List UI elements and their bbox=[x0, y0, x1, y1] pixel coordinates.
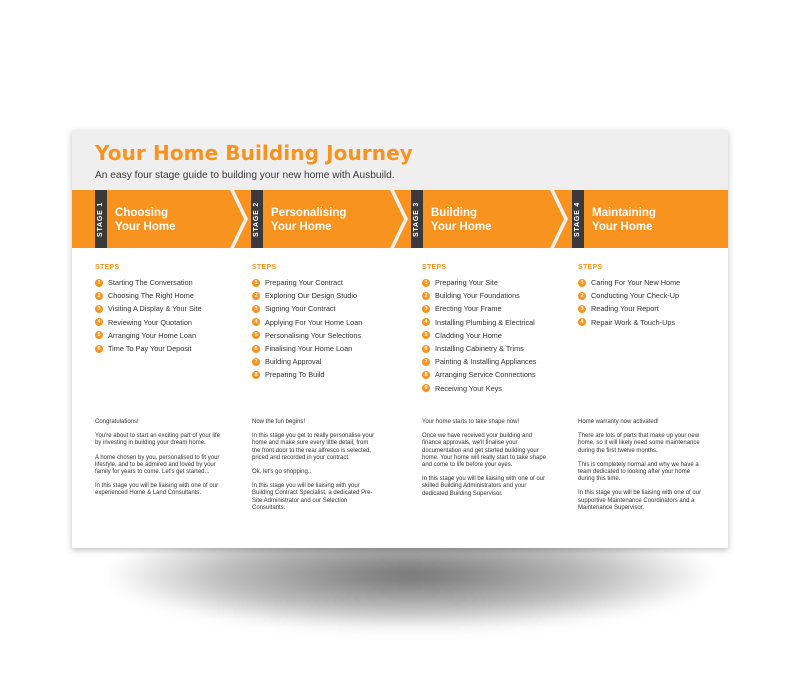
step-number: 5 bbox=[422, 331, 430, 339]
step-item: 2 Conducting Your Check-Up bbox=[578, 289, 728, 302]
step-item: 1 Starting The Conversation bbox=[95, 276, 245, 289]
step-number: 1 bbox=[578, 279, 586, 287]
steps-heading: STEPS bbox=[578, 264, 603, 271]
step-number: 6 bbox=[252, 345, 260, 353]
steps-heading: STEPS bbox=[252, 264, 277, 271]
step-number: 2 bbox=[578, 292, 586, 300]
stage-3-name: Building Your Home bbox=[431, 207, 492, 233]
stage-2-steps bbox=[252, 264, 402, 382]
step-item: 3 Visiting A Display & Your Site bbox=[95, 302, 245, 315]
step-item: 1 Preparing Your Contract bbox=[252, 276, 402, 289]
step-item: 1 Caring For Your New Home bbox=[578, 276, 728, 289]
step-item: 7 Painting & Installing Appliances bbox=[422, 355, 572, 368]
step-number: 4 bbox=[252, 318, 260, 326]
step-item: 4 Repair Work & Touch-Ups bbox=[578, 316, 728, 329]
step-number: 2 bbox=[95, 292, 103, 300]
step-item: 1 Preparing Your Site bbox=[422, 276, 572, 289]
step-item: 2 Exploring Our Design Studio bbox=[252, 289, 402, 302]
step-item: 4 Installing Plumbing & Electrical bbox=[422, 316, 572, 329]
step-number: 2 bbox=[252, 292, 260, 300]
step-item: 9 Receiving Your Keys bbox=[422, 382, 572, 395]
step-item: 3 Erecting Your Frame bbox=[422, 302, 572, 315]
stage-4-steps bbox=[578, 264, 728, 329]
stage-1-name: Choosing Your Home bbox=[115, 207, 176, 233]
step-item: 8 Preparing To Build bbox=[252, 368, 402, 381]
step-item: 6 Installing Cabinetry & Trims bbox=[422, 342, 572, 355]
stage-4-name: Maintaining Your Home bbox=[592, 207, 656, 233]
stage-2-description: Now the fun begins! In this stage you get to really personalise your home and make sure every little detail, from the front door to the rear alfresco is selected, priced and recorded in your contract. Ok, let's go shopping.. In this stage you will be liaising with your Building Contract Specialist, a dedicated Pre-Site Administrator and our Selection Consultants. bbox=[252, 419, 375, 511]
step-number: 6 bbox=[95, 345, 103, 353]
stage-2-name: Personalising Your Home bbox=[271, 207, 347, 233]
step-number: 8 bbox=[422, 371, 430, 379]
step-item: 4 Reviewing Your Quotation bbox=[95, 316, 245, 329]
step-item: 5 Cladding Your Home bbox=[422, 329, 572, 342]
step-item: 6 Time To Pay Your Deposit bbox=[95, 342, 245, 355]
steps-heading: STEPS bbox=[95, 264, 120, 271]
step-number: 1 bbox=[252, 279, 260, 287]
step-number: 5 bbox=[252, 331, 260, 339]
step-number: 6 bbox=[422, 345, 430, 353]
step-item: 5 Personalising Your Selections bbox=[252, 329, 402, 342]
stage-2-label: STAGE 2 bbox=[253, 201, 261, 237]
stage-1-steps bbox=[95, 264, 245, 355]
stage-3-description: Your home starts to take shape now! Once we have received your building and finance approvals, we'll finalise your documentation and get started building your home. Your home will really start to take shape and come to life before your eyes. In this stage you will be liaising with one of our skilled Building Administrators and your dedicated Building Supervisor. bbox=[422, 419, 547, 497]
step-number: 8 bbox=[252, 371, 260, 379]
step-item: 7 Building Approval bbox=[252, 355, 402, 368]
step-item: 2 Choosing The Right Home bbox=[95, 289, 245, 302]
step-number: 3 bbox=[95, 305, 103, 313]
step-number: 7 bbox=[422, 358, 430, 366]
stage-3-label: STAGE 3 bbox=[413, 201, 421, 237]
stage-4-description: Home warranty now activated! There are lots of parts that make up your new home, so it will likely need some maintenance during the first twelve months. This is completely normal and why we have a team dedicated to looking after your home during this time. In this stage you will be liaising with one of our supportive Maintenance Coordinators and a Maintenance Supervisor. bbox=[578, 419, 702, 511]
stage-1-description: Congratulations! You're about to start an exciting part of your life by investing in building your dream home. A home chosen by you, personalised to fit your lifestyle, and to be admired and loved by your family for years to come. Let's get started... In this stage you will be liaising with one of our experienced Home & Land Consultants. bbox=[95, 419, 220, 497]
step-number: 5 bbox=[95, 331, 103, 339]
step-number: 3 bbox=[252, 305, 260, 313]
step-number: 3 bbox=[422, 305, 430, 313]
step-number: 3 bbox=[578, 305, 586, 313]
stage-3-steps bbox=[422, 264, 572, 395]
step-item: 5 Arranging Your Home Loan bbox=[95, 329, 245, 342]
step-number: 4 bbox=[578, 318, 586, 326]
step-number: 4 bbox=[95, 318, 103, 326]
step-number: 1 bbox=[95, 279, 103, 287]
page-subtitle: An easy four stage guide to building your new home with Ausbuild. bbox=[95, 170, 395, 181]
step-number: 7 bbox=[252, 358, 260, 366]
stage-1-label: STAGE 1 bbox=[97, 201, 105, 237]
step-item: 3 Signing Your Contract bbox=[252, 302, 402, 315]
stage-4-label: STAGE 4 bbox=[574, 201, 582, 237]
journey-card bbox=[72, 130, 728, 548]
step-number: 9 bbox=[422, 384, 430, 392]
step-item: 2 Building Your Foundations bbox=[422, 289, 572, 302]
step-item: 6 Finalising Your Home Loan bbox=[252, 342, 402, 355]
step-item: 4 Applying For Your Home Loan bbox=[252, 316, 402, 329]
step-number: 2 bbox=[422, 292, 430, 300]
step-item: 8 Arranging Service Connections bbox=[422, 368, 572, 381]
step-item: 3 Reading Your Report bbox=[578, 302, 728, 315]
steps-heading: STEPS bbox=[422, 264, 447, 271]
step-number: 1 bbox=[422, 279, 430, 287]
step-number: 4 bbox=[422, 318, 430, 326]
page-title: Your Home Building Journey bbox=[95, 141, 413, 165]
